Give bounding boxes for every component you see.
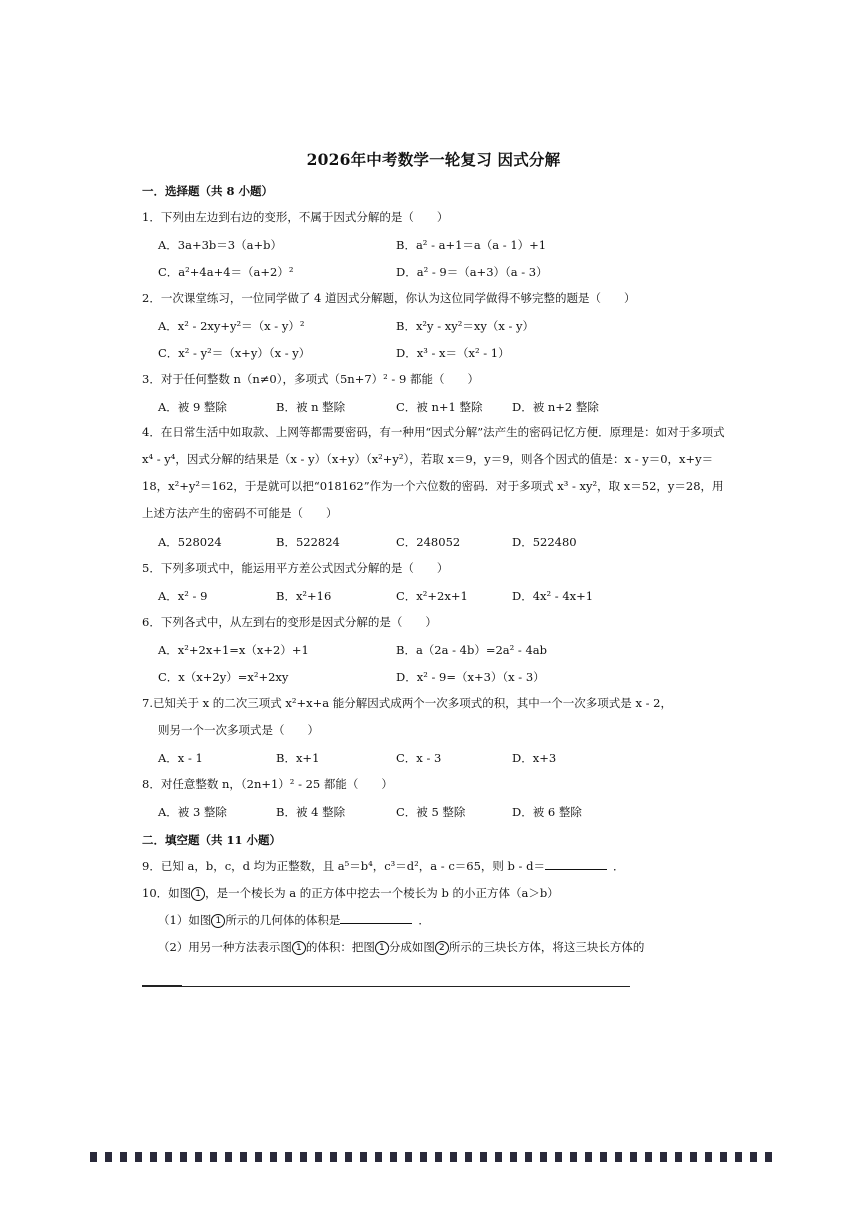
q5-option-d[interactable]: D．4x² - 4x+1: [512, 589, 594, 603]
q5-option-c[interactable]: C．x²+2x+1: [396, 589, 468, 603]
question-1: 1．下列由左边到右边的变形，不属于因式分解的是（ ）: [142, 210, 449, 224]
q9-tail: ．: [612, 859, 625, 873]
q1-option-c[interactable]: C．a²+4a+4＝（a+2）²: [158, 265, 294, 279]
question-4: 4．在日常生活中如取款、上网等都需要密码，有一种用“因式分解”法产生的密码记忆方便．原理是：如对于多项式 x⁴ - y⁴，因式分解的结果是（x - y）（x+y）（x²+y²），若取 x＝9，y＝9，则各个因式的值是：x - y＝0，x+y＝18，x²+y²＝162，于是就可以把“018162”作为一个六位数的密码．对于多项式 x³ - xy²，取 x＝52，y＝28，用上述方法产生的密码不可能是（ ）: [142, 425, 725, 520]
question-6: 6．下列各式中，从左到右的变形是因式分解的是（ ）: [142, 615, 437, 629]
figure-1-marker: 1: [211, 914, 225, 928]
q5-option-a[interactable]: A．x² - 9: [158, 589, 208, 603]
q8-option-d[interactable]: D．被 6 整除: [512, 805, 582, 819]
q3-option-d[interactable]: D．被 n+2 整除: [512, 400, 599, 414]
q9-answer-blank[interactable]: [545, 859, 607, 870]
q2-option-c[interactable]: C．x² - y²＝（x+y）（x - y）: [158, 346, 311, 360]
question-8: 8．对任意整数 n，（2n+1）² - 25 都能（ ）: [142, 777, 393, 791]
q5-option-b[interactable]: B．x²+16: [276, 589, 332, 603]
q3-option-c[interactable]: C．被 n+1 整除: [396, 400, 483, 414]
q4-option-d[interactable]: D．522480: [512, 535, 577, 549]
q10-text-a: 10．如图: [142, 886, 192, 900]
question-3: 3．对于任何整数 n（n≠0），多项式（5n+7）² - 9 都能（ ）: [142, 372, 479, 386]
q3-option-b[interactable]: B．被 n 整除: [276, 400, 346, 414]
q10-p2-text-b: 的体积：把图: [305, 940, 375, 954]
q2-option-a[interactable]: A．x² - 2xy+y²＝（x - y）²: [158, 319, 305, 333]
q7-option-b[interactable]: B．x+1: [276, 751, 320, 765]
footer-rule: [142, 986, 630, 987]
question-2: 2．一次课堂练习，一位同学做了 4 道因式分解题，你认为这位同学做得不够完整的题是（ ）: [142, 291, 636, 305]
figure-1-marker: 1: [292, 941, 306, 955]
question-5: 5．下列多项式中，能运用平方差公式因式分解的是（ ）: [142, 561, 449, 575]
q1-option-d[interactable]: D．a² - 9＝（a+3）（a - 3）: [396, 265, 548, 279]
q8-option-c[interactable]: C．被 5 整除: [396, 805, 466, 819]
section-heading-fill: 二．填空题（共 11 小题）: [142, 833, 282, 847]
question-10: [142, 886, 559, 901]
q6-option-a[interactable]: A．x²+2x+1=x（x+2）+1: [158, 643, 309, 657]
q4-option-a[interactable]: A．528024: [158, 535, 222, 549]
q10-p1-text-b: 所示的几何体的体积是: [225, 913, 341, 927]
q4-option-c[interactable]: C．248052: [396, 535, 461, 549]
q7-option-c[interactable]: C．x - 3: [396, 751, 442, 765]
q1-option-b[interactable]: B．a² - a+1＝a（a - 1）+1: [396, 238, 547, 252]
page-title: 2026年中考数学一轮复习 因式分解: [306, 150, 561, 169]
q10-part-1: [158, 913, 430, 928]
q10-p1-answer-blank[interactable]: [340, 913, 412, 924]
q6-option-d[interactable]: D．x² - 9=（x+3）（x - 3）: [396, 670, 545, 684]
q6-option-b[interactable]: B．a（2a - 4b）=2a² - 4ab: [396, 643, 548, 657]
q7-option-a[interactable]: A．x - 1: [158, 751, 203, 765]
q10-p1-tail: ．: [418, 913, 430, 927]
page-bottom-dotted-border: [90, 1152, 780, 1162]
q8-option-a[interactable]: A．被 3 整除: [158, 805, 227, 819]
section-heading-choice: 一．选择题（共 8 小题）: [142, 184, 274, 198]
figure-1-marker: 1: [191, 887, 205, 901]
question-7-continued: 则另一个一次多项式是（ ）: [158, 723, 319, 737]
q3-option-a[interactable]: A．被 9 整除: [158, 400, 227, 414]
question-7: 7.已知关于 x 的二次三项式 x²+x+a 能分解因式成两个一次多项式的积，其中一个一次多项式是 x - 2，: [142, 696, 672, 710]
q4-option-b[interactable]: B．522824: [276, 535, 340, 549]
figure-2-marker: 2: [435, 941, 449, 955]
question-9: [142, 859, 624, 873]
q2-option-d[interactable]: D．x³ - x＝（x² - 1）: [396, 346, 510, 360]
q10-p2-text-c: 分成如图: [388, 940, 435, 954]
q8-option-b[interactable]: B．被 4 整除: [276, 805, 346, 819]
q6-option-c[interactable]: C．x（x+2y）=x²+2xy: [158, 670, 289, 684]
q9-text: 9．已知 a，b，c，d 均为正整数，且 a⁵＝b⁴，c³＝d²，a - c＝65，则 b - d＝: [142, 859, 545, 873]
q10-part-2: [158, 940, 644, 955]
q7-option-d[interactable]: D．x+3: [512, 751, 557, 765]
q10-p2-text-d: 所示的三块长方体，将这三块长方体的: [448, 940, 645, 954]
q10-p1-text: （1）如图: [158, 913, 212, 927]
q1-option-a[interactable]: A．3a+3b＝3（a+b）: [158, 238, 282, 252]
q10-text-b: ，是一个棱长为 a 的正方体中挖去一个棱长为 b 的小正方体（a＞b）: [205, 886, 559, 900]
q10-p2-text-a: （2）用另一种方法表示图: [158, 940, 292, 954]
figure-1-marker: 1: [375, 941, 389, 955]
q2-option-b[interactable]: B．x²y - xy²＝xy（x - y）: [396, 319, 534, 333]
